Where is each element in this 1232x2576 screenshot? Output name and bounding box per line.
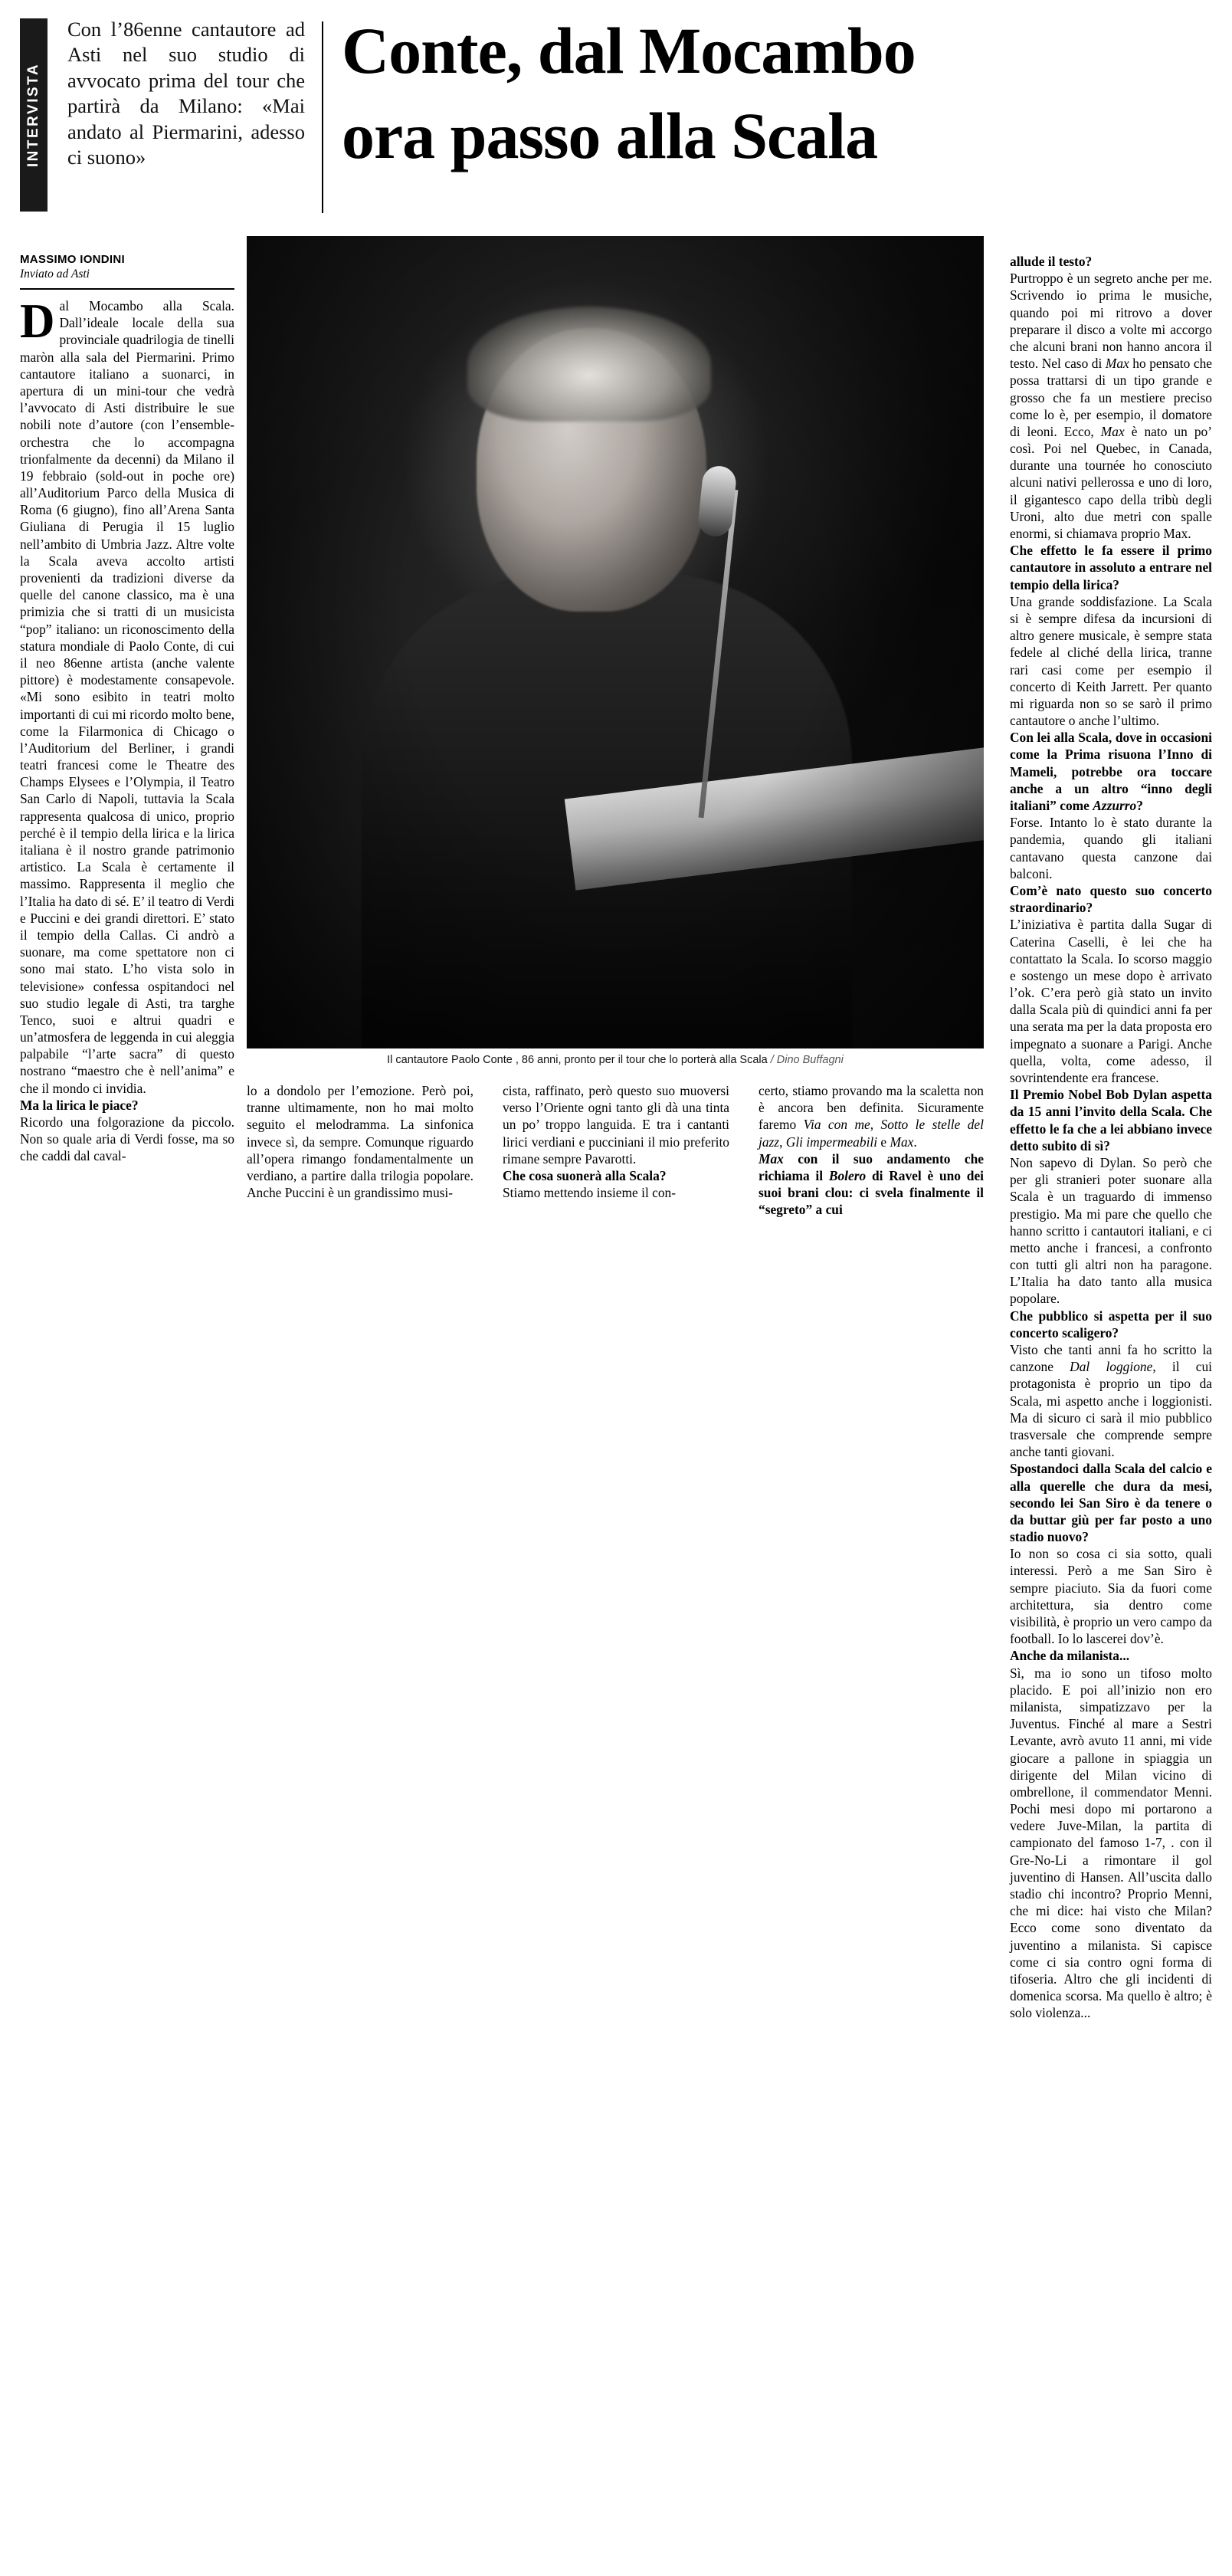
interview-question: Il Premio Nobel Bob Dylan aspetta da 15 anni l’invito della Scala. Che effetto le fa che a lei abbiano invece detto subito di sì? <box>1010 1087 1212 1153</box>
article-paragraph: Forse. Intanto lo è stato durante la pandemia, quando gli italiani cantavano questa canzone dai balconi. <box>1010 815 1212 881</box>
interview-question: Che pubblico si aspetta per il suo concerto scaligero? <box>1010 1308 1212 1341</box>
byline-rule <box>20 288 234 290</box>
article-header <box>20 14 1212 236</box>
header-divider <box>322 21 323 213</box>
headline-line-1: Conte, dal Mocambo <box>342 14 916 87</box>
article-paragraph: Visto che tanti anni fa ho scritto la canzone Dal loggione, il cui protagonista è proprio un tipo da Scala, mi aspetto anche i loggionisti. Ma di sicuro ci sarà il mio pubblico trasversale che comprende sempre anche tanti giovani. <box>1010 1342 1212 1460</box>
column-bottom-1 <box>247 1082 473 1201</box>
article-paragraph: Ricordo una folgorazione da piccolo. Non so quale aria di Verdi fosse, ma so che caddi dal caval- <box>20 1114 234 1164</box>
section-rubric <box>20 18 48 212</box>
photo-credit: / Dino Buffagni <box>770 1054 844 1066</box>
column-left <box>20 294 234 1165</box>
interview-question: Ma la lirica le piace? <box>20 1097 139 1113</box>
headline-line-2: ora passo alla Scala <box>342 98 878 172</box>
photo-caption-text: Il cantautore Paolo Conte , 86 anni, pronto per il tour che lo porterà alla Scala <box>387 1054 768 1066</box>
article-kicker: Con l’86enne cantautore ad Asti nel suo studio di avvocato prima del tour che partirà da Milano: «Mai andato al Piermarini, adesso ci suono» <box>67 18 305 169</box>
photo-vignette <box>247 236 984 1048</box>
column-bottom-3 <box>759 1082 984 1219</box>
interview-question: Com’è nato questo suo concerto straordinario? <box>1010 882 1212 916</box>
article-photo <box>247 236 984 1048</box>
article-paragraph: cista, raffinato, però questo suo muoversi verso l’Oriente ogni tanto gli dà una tinta un po’ troppo languida. E tra i cantanti lirici verdiani e pucciniani il mio preferito rimane sempre Pavarotti. <box>503 1083 729 1167</box>
photo-caption <box>247 1048 984 1066</box>
interview-question: Con lei alla Scala, dove in occasioni come la Prima risuona l’Inno di Mameli, potrebbe ora toccare anche a un altro “inno degli italiani” come Azzurro? <box>1010 730 1212 813</box>
article-paragraph: Sì, ma io sono un tifoso molto placido. E poi all’inizio non ero milanista, simpatizzavo per la Juventus. Finché al mare a Sestri Levante, avrò avuto 11 anni, mi vide giocare a pallone in spiaggia un dirigente del Milan vicino di ombrellone, il commendator Menni. Pochi mesi dopo mi portarono a vedere Juve-Milan, la partita di campionato del famoso 1-7, . con il Gre-No-Li a rimontare il gol juventino di Hansen. All’uscita dallo stadio chi incontro? Proprio Menni, che mi dice: hai visto che Milan? Ecco come sono diventato da juventino a milanista. Si capisce come ci sia contro ogni forma di tifoseria. Altro che gli incidenti di domenica scorsa. Ma quello è altro; è solo violenza... <box>1010 1665 1212 2021</box>
interview-question: Che cosa suonerà alla Scala? <box>503 1167 667 1183</box>
byline <box>20 253 234 290</box>
interview-question: Anche da milanista... <box>1010 1648 1130 1664</box>
interview-question: Spostandoci dalla Scala del calcio e alla querelle che dura da mesi, secondo lei San Siro è da tenere o da buttar giù per far posto a uno stadio nuovo? <box>1010 1461 1212 1545</box>
article-paragraph: Io non so cosa ci sia sotto, quali interessi. Però a me San Siro è sempre piaciuto. Sia da fuori come architettura, sia dentro come visibilità, è proprio un vero campo da football. Io lo lascerei dov’è. <box>1010 1546 1212 1647</box>
byline-location: Inviato ad Asti <box>20 267 90 281</box>
article-paragraph: Stiamo mettendo insieme il con- <box>503 1185 677 1201</box>
article-paragraph: Non sapevo di Dylan. So però che per gli stranieri poter suonare alla Scala è un traguardo di immenso prestigio. Ma mi pare che quello che hanno scritto i cantautori italiani, e ci metto anche i francesi, a confronto con tutti gli altri non ha paragone. L’Italia ha dato tanto alla musica popolare. <box>1010 1154 1212 1307</box>
section-rubric-label: INTERVISTA <box>25 62 41 168</box>
interview-question: Max con il suo andamento che richiama il Bolero di Ravel è uno dei suoi brani clou: ci svela finalmente il “segreto” a cui <box>759 1150 984 1218</box>
interview-question: Che effetto le fa essere il primo cantautore in assoluto a entrare nel tempio della lirica? <box>1010 543 1212 592</box>
article-paragraph: L’iniziativa è partita dalla Sugar di Caterina Caselli, è lei che ha contattato la Scala. Io scorso maggio e sostengo un mese dopo è arrivato l’ok. C’era però già stato un invito dalla Scala più di quindici anni fa per una serata ma per la data proposta ero impegnato a suonare a Parigi. Anche quella, volta, come adesso, il sovrintendente era francese. <box>1010 917 1212 1085</box>
article-photo-block <box>247 236 984 1066</box>
article-paragraph: Una grande soddisfazione. La Scala si è sempre difesa da incursioni di altro genere musicale, è sempre stata fedele al cliché della lirica, tranne rari casi come per esempio il concerto di Keith Jarrett. Per quanto mi riguarda non so se sarò il primo cantautore o anche l’ultimo. <box>1010 593 1212 729</box>
article-paragraph: Purtroppo è un segreto anche per me. Scrivendo io prima le musiche, quando poi mi ritrovo a dover preparare il disco a volte mi accorgo che alcuni brani non hanno ancora il testo. Nel caso di Max ho pensato che possa trattarsi di un tipo grande e grosso che fa un mestiere preciso come lo è, per esempio, il domatore di leoni. Ecco, Max è nato un po’ così. Poi nel Quebec, in Canada, durante una tournée ho conosciuto alcuni nativi pellerossa e uno di loro, il gigantesco capo della tribù degli Uroni, alto due metri con spalle enormi, si chiamava proprio Max. <box>1010 271 1212 541</box>
column-right <box>1010 253 1212 2022</box>
byline-author: MASSIMO IONDINI <box>20 253 126 266</box>
article-paragraph: certo, stiamo provando ma la scaletta non è ancora ben definita. Sicuramente faremo Via con me, Sotto le stelle del jazz, Gli impermeabili e Max. <box>759 1083 984 1150</box>
interview-question: allude il testo? <box>1010 254 1093 269</box>
page-title <box>342 11 1215 176</box>
article-paragraph: lo a dondolo per l’emozione. Però poi, tranne ultimamente, non ho mai molto seguito el melodramma. La sinfonica invece sì, da sempre. Comunque riguardo all’opera rimango fondamentalmente un verdiano, a partire dalla trilogia popolare. Anche Puccini è un grandissimo musi- <box>247 1083 473 1201</box>
article-paragraph: Dal Mocambo alla Scala. Dall’ideale locale della sua provinciale quadrilogia de tinelli maròn alla sala del Piermarini. Primo cantautore italiano a suonarci, in apertura di un mini-tour che vedrà l’avvocato di Asti distribuire le sue nobili note d’autore (con l’ensemble-orchestra che lo accompagna trionfalmente da decenni) da Milano il 19 febbraio (sold-out in poche ore) all’Auditorium Parco della Musica di Roma (6 giugno), fino all’Arena Santa Giuliana di Perugia il 15 luglio nell’ambito di Umbria Jazz. Altre volte la Scala aveva accolto artisti provenienti da tradizioni diverse da quelle del canone classico, ma è una primizia che si tratti di un musicista “pop” italiano: un riconoscimento della statura mondiale di Paolo Conte, di cui il neo 86enne artista (anche valente pittore) è modestamente consapevole. «Mi sono esibito in teatri molto importanti di cui mi ricordo molto bene, come la Filarmonica di Chicago o l’Auditorium del Berliner, i grandi teatri francesi come le Theatre des Champs Elysees e l’Olympia, il Teatro San Carlo di Napoli, tuttavia la Scala rappresenta qualcosa di unico, proprio perché è il tempio della lirica e la lirica italiana è il nostro grande patrimonio artistico. La Scala è certamente il massimo. Rappresenta il meglio che l’Italia ha dato di sé. E’ il teatro di Verdi e Puccini e dei grandi direttori. E’ stato il tempio della Callas. Ci andrò a suonare, ma come spettatore non ci sono mai stato. L’ho vista solo in televisione» confessa ospitandoci nel suo studio legale di Asti, tra targhe Tenco, suoi e altrui quadri e un’atmosfera de leggenda in cui aleggia palpabile “l’arte sacra” di questo nostrano “maestro che è nell’anima” e che il mondo ci invidia. <box>20 294 234 1096</box>
column-bottom-2 <box>503 1082 729 1201</box>
